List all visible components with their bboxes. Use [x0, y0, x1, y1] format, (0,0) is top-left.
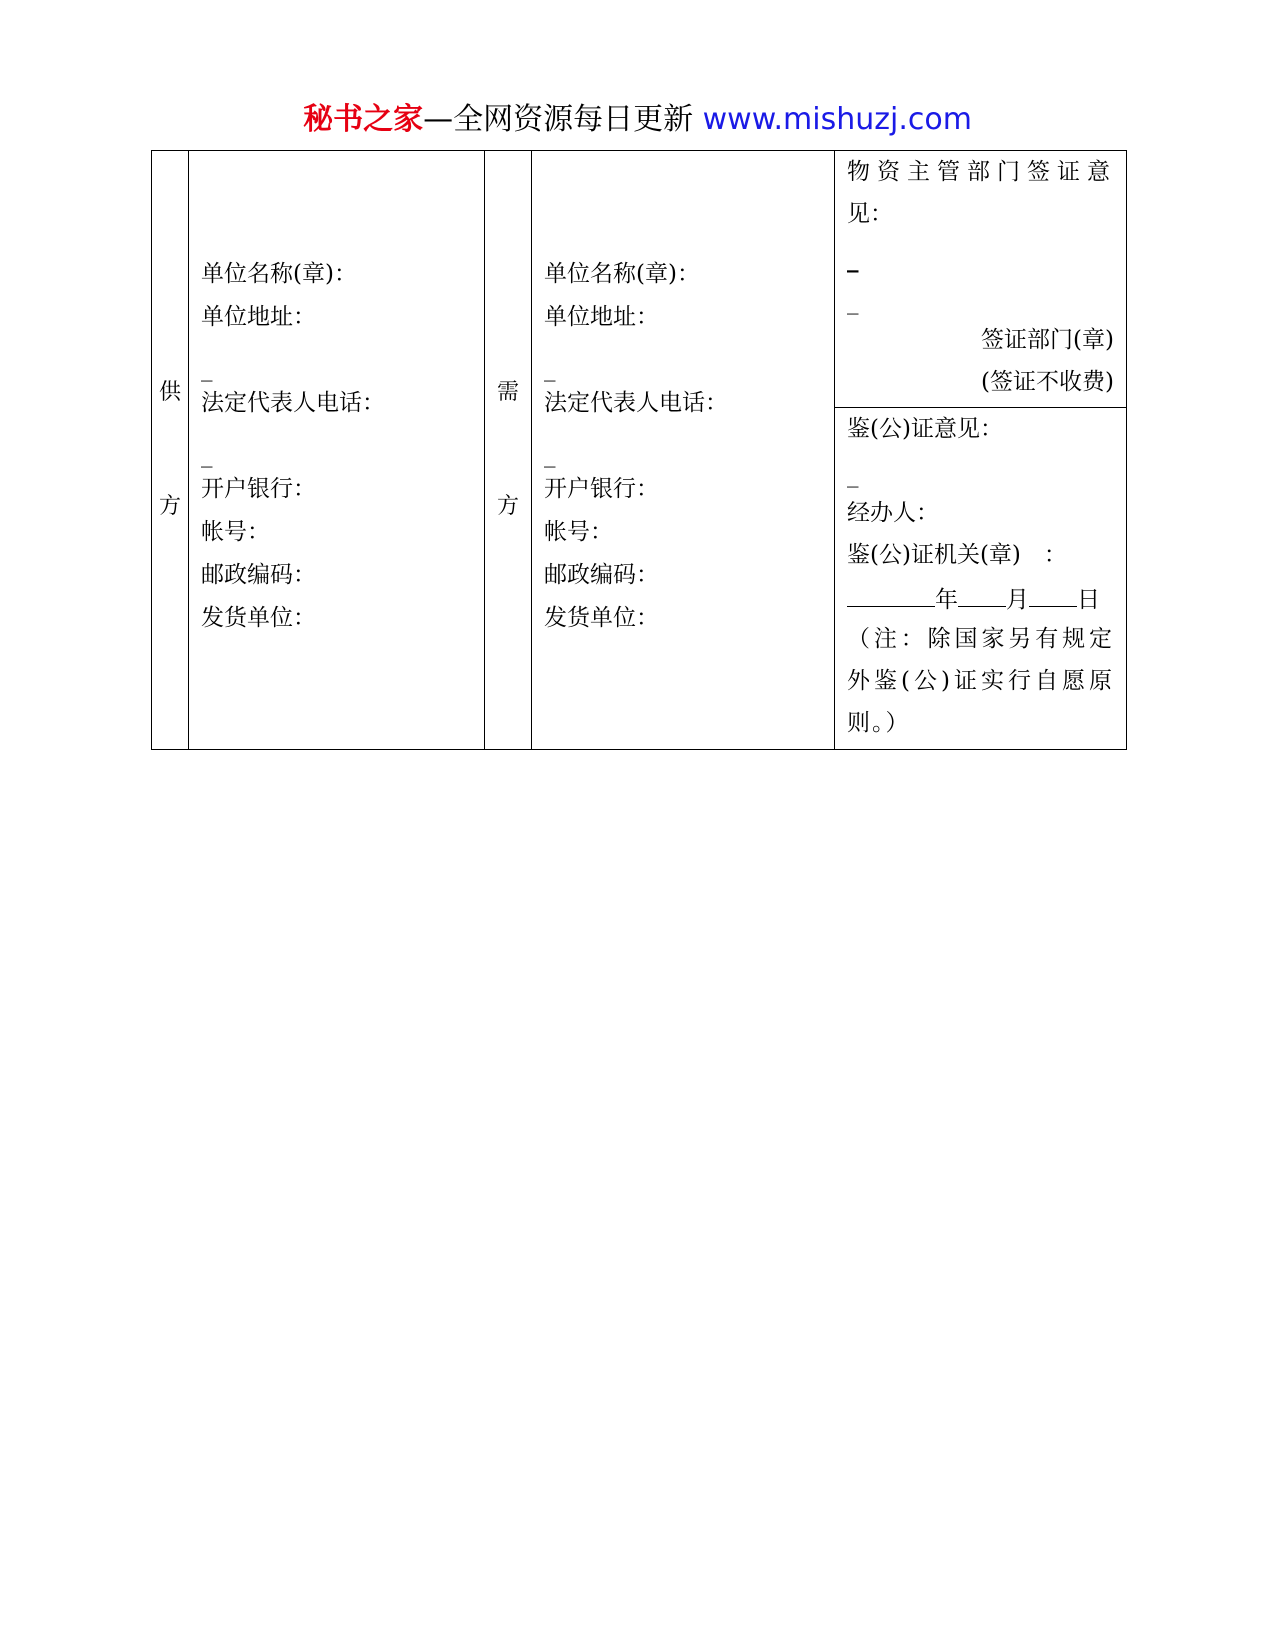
buyer-fields-cell [532, 151, 835, 750]
day-label: 日 [1077, 587, 1100, 613]
certification-cell [835, 151, 1127, 408]
brand-name: 秘书之家 [303, 102, 424, 137]
buyer-dash-2: _ [544, 442, 556, 468]
buyer-ship-unit-label: 发货单位： [544, 605, 659, 631]
notary-dash: _ [847, 462, 859, 488]
supplier-account-label: 帐号： [201, 519, 270, 545]
supplier-dash-2: _ [201, 442, 213, 468]
buyer-fields [544, 253, 728, 640]
supplier-dash-1: _ [201, 356, 213, 382]
site-link[interactable]: www.mishuzj.com [702, 102, 972, 137]
notary-box [847, 408, 1114, 744]
year-label: 年 [935, 587, 958, 613]
notary-cell [835, 408, 1127, 750]
buyer-account-label: 帐号： [544, 519, 613, 545]
buyer-name-label: 单位名称(章)： [544, 261, 700, 287]
supplier-fields [201, 253, 385, 640]
supplier-name-label: 单位名称(章)： [201, 261, 357, 287]
certification-dash-a: _ [847, 246, 859, 273]
notary-opinion-label: 鉴(公)证意见： [847, 416, 1003, 442]
month-label: 月 [1006, 587, 1029, 613]
header-tagline: —全网资源每日更新 [423, 102, 694, 137]
notary-note-line-2: 外鉴(公)证实行自愿原 [847, 668, 1114, 694]
certification-free-note: (签证不收费) [981, 369, 1114, 395]
page-header [0, 100, 1275, 140]
month-blank[interactable] [958, 576, 1006, 607]
buyer-side-label [485, 151, 532, 750]
day-blank[interactable] [1029, 576, 1077, 607]
supplier-postcode-label: 邮政编码： [201, 562, 316, 588]
certification-dept-stamp: 签证部门(章) [981, 327, 1114, 353]
year-blank[interactable] [847, 576, 935, 607]
certification-title-line-1: 物资主管部门签证意 [847, 159, 1114, 185]
buyer-bank-label: 开户银行： [544, 476, 659, 502]
supplier-char-2: 方 [158, 494, 181, 519]
supplier-fields-cell [189, 151, 485, 750]
certification-title-line-2: 见： [847, 201, 893, 227]
certification-dash-b: _ [847, 289, 859, 315]
supplier-legal-phone-label: 法定代表人电话： [201, 390, 385, 416]
contract-signature-table [151, 150, 1127, 750]
supplier-side-label [152, 151, 189, 750]
notary-note-line-3: 则。） [847, 710, 911, 736]
notary-handler-label: 经办人： [847, 500, 939, 526]
buyer-dash-1: _ [544, 356, 556, 382]
supplier-ship-unit-label: 发货单位： [201, 605, 316, 631]
buyer-char-2: 方 [496, 494, 519, 519]
notary-note-line-1: （注：除国家另有规定 [847, 626, 1114, 652]
supplier-bank-label: 开户银行： [201, 476, 316, 502]
certification-box [847, 151, 1114, 403]
buyer-address-label: 单位地址： [544, 304, 659, 330]
buyer-char-1: 需 [496, 380, 519, 405]
buyer-legal-phone-label: 法定代表人电话： [544, 390, 728, 416]
notary-date-row [847, 576, 1114, 618]
buyer-postcode-label: 邮政编码： [544, 562, 659, 588]
supplier-address-label: 单位地址： [201, 304, 316, 330]
notary-authority-label: 鉴(公)证机关(章) ： [847, 542, 1067, 568]
supplier-char-1: 供 [158, 380, 181, 405]
